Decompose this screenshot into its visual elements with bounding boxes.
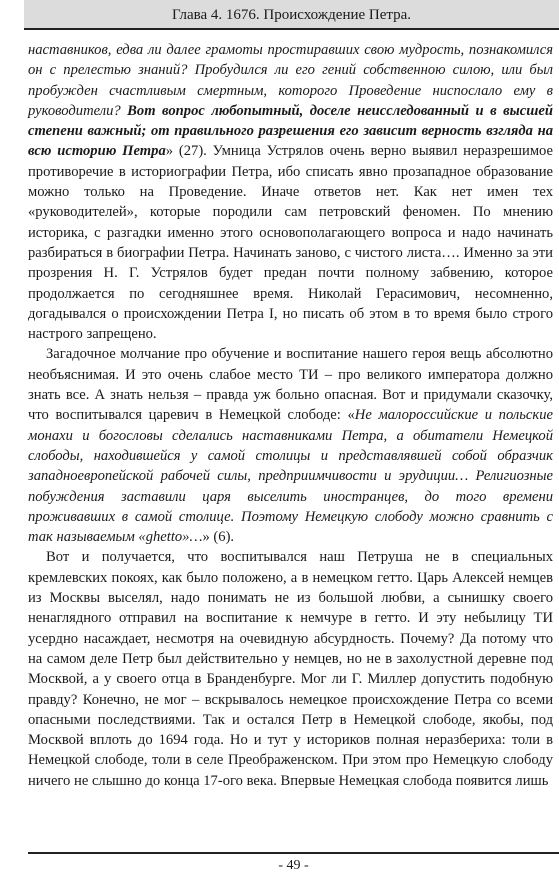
chapter-title: Глава 4. 1676. Происхождение Петра. xyxy=(171,7,412,23)
quote-italic: наставников, едва ли далее грамоты простиравших свою мудрость, познакомился он с прелестью знаний? Пробудился ли его гений собственною силою, или был пробужден счастливым смертным, которого Проведение ниспослало ему в руководители? xyxy=(28,42,553,119)
body-text xyxy=(28,40,553,791)
paragraph-1 xyxy=(28,40,553,344)
quote-italic: Не малороссийские и польские монахи и богословы сделались наставниками Петра, а обитатели Немецкой слободы, находившейся у самой столицы и представлявшей собой образчик западноевропейской рабочей силы, предприимчивости и эрудиции… Религиозные побуждения заставили царя выселить иностранцев, до того времени проживавших в самой столице. Поэтому Немецкую слободу можно сравнить с так называемым «ghetto»… xyxy=(28,407,553,546)
paragraph-text: » (27). Умница Устрялов очень верно выявил неразрешимое противоречие в историографии Петра, ибо списать явно прозападное образование можно только на Проведение. Иначе ответов нет. Как нет имен тех «руководителей», которые породили сам петровский феномен. По мнению историка, с разгадки именно этого основополагающего вопроса и надо начинать разбираться в биографии Петра. Начинать заново, с чистого листа…. Именно за эти прозрения Н. Г. Устрялов будет предан почти полному забвению, которое продолжается по сегодняшнее время. Николай Герасимович, несомненно, догадывался о происхождении Петра I, но писать об этом в то время было строго настрого запрещено. xyxy=(28,143,554,343)
quote-bold-italic: Вот вопрос любопытный, доселе неисследованный и в высшей степени важный; от правильного разрешения его зависит верность взгляда на всю историю Петра xyxy=(28,102,553,160)
footer-divider xyxy=(28,852,559,854)
paragraph-3 xyxy=(28,547,553,791)
paragraph-text: Вот и получается, что воспитывался наш Петруша не в специальных кремлевских покоях, как было положено, а в немецком гетто. Царь Алексей немцев из Москвы выселял, надо понимать не из большой любви, а сынишку своего ненаглядного отправил на воспитание к немчуре в гетто. И эту небылицу ТИ усердно насаждает, несмотря на очевидную абсурдность. Почему? Да потому что на самом деле Петр был действительно у немцев, но не в захолустной деревне под Москвой, а у своего отца в Бранденбурге. Мог ли Г. Миллер допустить подобную правду? Конечно, не мог – вскрывалось немецкое происхождение Петра со всеми опасными последствиями. Так и остался Петр в Немецкой слободе, якобы, под Москвой вплоть до 1694 года. Но и тут у историков полная неразбериха: толи в Немецкой слободе, толи в селе Преображенском. При этом про Немецкую слободу ничего не слышно до конца 17-ого века. Впервые Немецкая слобода появится лишь xyxy=(28,549,553,789)
citation: » (6). xyxy=(202,529,235,546)
paragraph-2 xyxy=(28,344,553,547)
running-header xyxy=(24,0,559,30)
paragraph-text: Загадочное молчание про обучение и воспитание нашего героя вещь абсолютно необъяснимая. И это очень слабое место ТИ – про великого императора должно знать все. А знать нельзя – правда уж больно опасная. Вот и придумали сказочку, что воспитывался царевич в Немецкой слободе: « xyxy=(28,346,553,424)
page-number: - 49 - xyxy=(278,858,309,873)
